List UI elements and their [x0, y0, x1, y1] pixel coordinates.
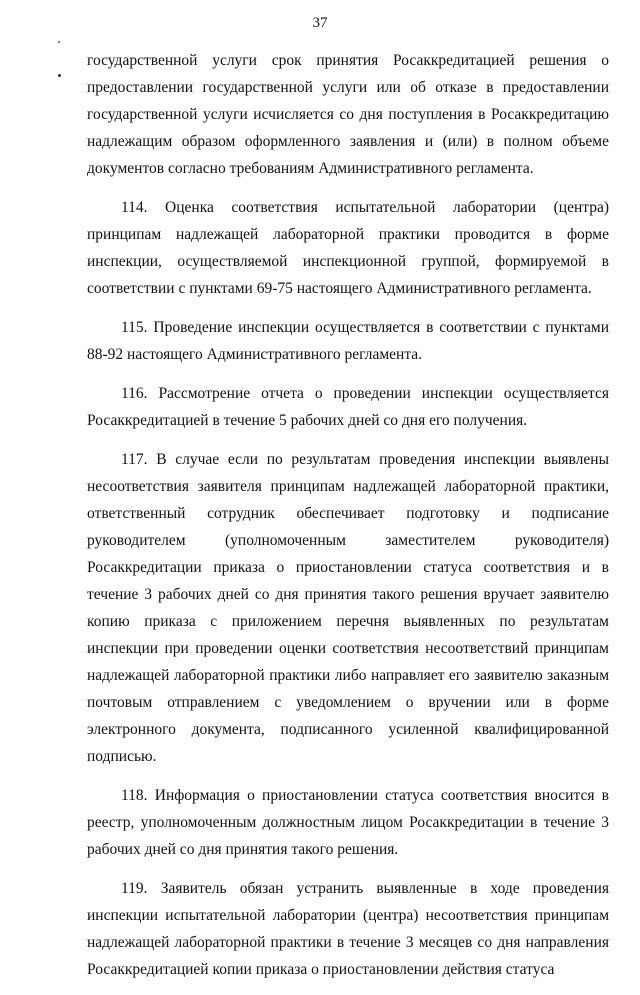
scan-artifact-dot	[58, 41, 60, 43]
paragraph-117: 117. В случае если по результатам проведения инспекции выявлены несоответствия заявителя принципам надлежащей лабораторной практики, ответственный сотрудник обеспечивает подготовку и подписание руководителем (уполномоченным заместителем руководителя) Росаккредитации приказа о приостановлении статуса соответствия и в течение 3 рабочих дней со дня принятия такого решения вручает заявителю копию приказа с приложением перечня выявленных по результатам инспекции при проведении оценки соответствия несоответствий принципам надлежащей лабораторной практики либо направляет его заявителю заказным почтовым отправлением с уведомлением о вручении или в форме электронного документа, подписанного усиленной квалифицированной подписью.	[87, 451, 609, 765]
page-number: 37	[312, 15, 328, 31]
document-body	[87, 47, 609, 995]
paragraph-115: 115. Проведение инспекции осуществляется в соответствии с пунктами 88-92 настоящего Административного регламента.	[87, 319, 609, 363]
paragraph-119: 119. Заявитель обязан устранить выявленные в ходе проведения инспекции испытательной лаборатории (центра) несоответствия принципам надлежащей лабораторной практики в течение 3 месяцев со дня направления Росаккредитацией копии приказа о приостановлении действия статуса	[87, 880, 609, 978]
paragraph-116: 116. Рассмотрение отчета о проведении инспекции осуществляется Росаккредитацией в течение 5 рабочих дней со дня его получения.	[87, 385, 609, 429]
paragraph-continuation: государственной услуги срок принятия Росаккредитацией решения о предоставлении государственной услуги или об отказе в предоставлении государственной услуги исчисляется со дня поступления в Росаккредитацию надлежащим образом оформленного заявления и (или) в полном объеме документов согласно требованиям Административного регламента.	[87, 52, 609, 177]
paragraph-118: 118. Информация о приостановлении статуса соответствия вносится в реестр, уполномоченным должностным лицом Росаккредитации в течение 3 рабочих дней со дня принятия такого решения.	[87, 787, 609, 858]
paragraph-114: 114. Оценка соответствия испытательной лаборатории (центра) принципам надлежащей лабораторной практики проводится в форме инспекции, осуществляемой инспекционной группой, формируемой в соответствии с пунктами 69-75 настоящего Административного регламента.	[87, 199, 609, 297]
scan-artifact-dot	[58, 74, 61, 77]
